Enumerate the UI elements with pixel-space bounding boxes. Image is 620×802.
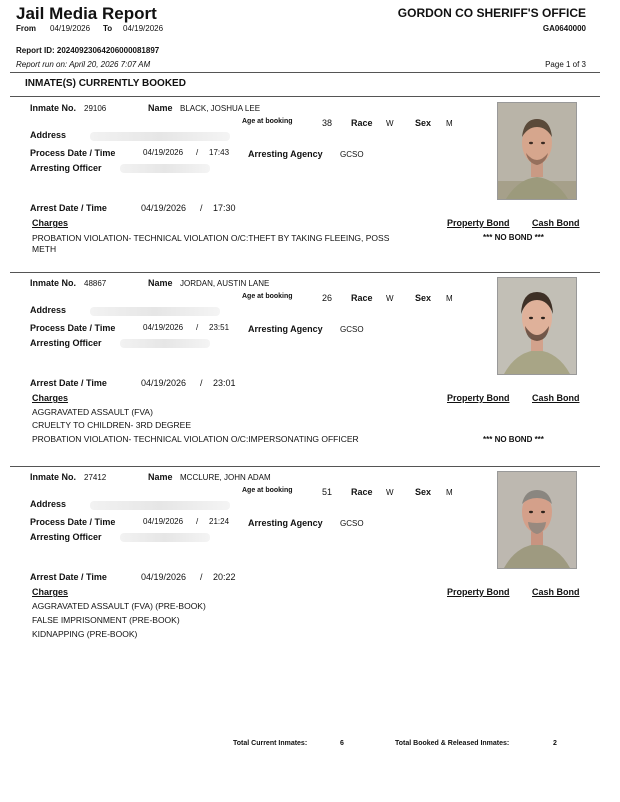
- address-redacted: [90, 501, 230, 510]
- age-value: 51: [322, 487, 333, 497]
- header-divider: [10, 72, 600, 73]
- report-title: Jail Media Report: [16, 4, 157, 23]
- total-current-value: 6: [340, 740, 344, 747]
- total-current-label: Total Current Inmates:: [233, 740, 308, 747]
- address-redacted: [90, 132, 230, 141]
- charge-line: METH: [32, 244, 57, 254]
- name-label: Name: [148, 472, 173, 482]
- agency-ori: GA0640000: [542, 24, 586, 33]
- total-booked-label: Total Booked & Released Inmates:: [395, 740, 510, 747]
- charge-line: CRUELTY TO CHILDREN- 3RD DEGREE: [32, 420, 192, 430]
- name-value: JORDAN, AUSTIN LANE: [180, 279, 270, 288]
- bond-note: *** NO BOND ***: [483, 435, 544, 444]
- to-label: To: [103, 24, 113, 33]
- inmate-no-label: Inmate No.: [30, 472, 77, 482]
- arresting-agency-value: GCSO: [340, 519, 364, 528]
- slash: /: [196, 517, 199, 526]
- total-booked-value: 2: [553, 740, 557, 747]
- inmate-no-value: 27412: [84, 473, 107, 482]
- from-date: 04/19/2026: [50, 24, 91, 33]
- charge-line: AGGRAVATED ASSAULT (FVA) (PRE-BOOK): [32, 601, 206, 611]
- arresting-agency-value: GCSO: [340, 150, 364, 159]
- process-date-value: 04/19/2026: [143, 517, 184, 526]
- charge-line: PROBATION VIOLATION- TECHNICAL VIOLATION O/C:THEFT BY TAKING FLEEING, POSS: [32, 233, 390, 243]
- slash: /: [200, 203, 203, 213]
- property-bond-label: Property Bond: [447, 218, 510, 228]
- arresting-agency-label: Arresting Agency: [248, 518, 323, 528]
- race-value: W: [386, 488, 394, 497]
- record-divider: [10, 466, 600, 467]
- officer-redacted: [120, 533, 210, 542]
- arrest-time-value: 23:01: [213, 378, 236, 388]
- age-value: 38: [322, 118, 333, 128]
- section-divider: [10, 96, 600, 97]
- slash: /: [196, 323, 199, 332]
- address-label: Address: [30, 130, 67, 140]
- to-date: 04/19/2026: [123, 24, 164, 33]
- race-value: W: [386, 294, 394, 303]
- inmate-no-label: Inmate No.: [30, 103, 77, 113]
- name-value: BLACK, JOSHUA LEE: [180, 104, 261, 113]
- arresting-officer-label: Arresting Officer: [30, 163, 102, 173]
- inmate-no-value: 48867: [84, 279, 107, 288]
- inmate-no-label: Inmate No.: [30, 278, 77, 288]
- age-value: 26: [322, 293, 333, 303]
- arrest-date-label: Arrest Date / Time: [30, 378, 107, 388]
- mugshot-photo: [497, 277, 577, 375]
- address-label: Address: [30, 499, 67, 509]
- arrest-time-value: 17:30: [213, 203, 236, 213]
- arresting-agency-value: GCSO: [340, 325, 364, 334]
- age-label: Age at booking: [242, 487, 293, 494]
- arresting-officer-label: Arresting Officer: [30, 338, 102, 348]
- process-time-value: 21:24: [209, 517, 230, 526]
- record-divider: [10, 272, 600, 273]
- property-bond-label: Property Bond: [447, 393, 510, 403]
- bond-note: *** NO BOND ***: [483, 233, 544, 242]
- cash-bond-label: Cash Bond: [532, 587, 580, 597]
- process-date-label: Process Date / Time: [30, 517, 116, 527]
- age-label: Age at booking: [242, 293, 293, 300]
- arrest-date-value: 04/19/2026: [141, 203, 187, 213]
- mugshot-photo: [497, 102, 577, 200]
- process-date-value: 04/19/2026: [143, 323, 184, 332]
- race-label: Race: [351, 118, 373, 128]
- from-label: From: [16, 24, 36, 33]
- page-number: Page 1 of 3: [545, 60, 586, 69]
- officer-redacted: [120, 339, 210, 348]
- sex-value: M: [446, 488, 453, 497]
- charge-line: PROBATION VIOLATION- TECHNICAL VIOLATION O/C:IMPERSONATING OFFICER: [32, 434, 359, 444]
- agency-name: GORDON CO SHERIFF'S OFFICE: [397, 6, 586, 20]
- process-time-value: 23:51: [209, 323, 230, 332]
- arresting-agency-label: Arresting Agency: [248, 149, 323, 159]
- sex-label: Sex: [415, 293, 432, 303]
- process-date-label: Process Date / Time: [30, 323, 116, 333]
- address-label: Address: [30, 305, 67, 315]
- charge-line: AGGRAVATED ASSAULT (FVA): [32, 407, 153, 417]
- report-run-on: Report run on: April 20, 2026 7:07 AM: [16, 60, 151, 69]
- cash-bond-label: Cash Bond: [532, 218, 580, 228]
- sex-value: M: [446, 294, 453, 303]
- sex-label: Sex: [415, 118, 432, 128]
- charge-line: KIDNAPPING (PRE-BOOK): [32, 629, 138, 639]
- section-title: INMATE(S) CURRENTLY BOOKED: [25, 78, 186, 89]
- property-bond-label: Property Bond: [447, 587, 510, 597]
- slash: /: [196, 148, 199, 157]
- race-value: W: [386, 119, 394, 128]
- race-label: Race: [351, 487, 373, 497]
- charges-label: Charges: [32, 587, 69, 597]
- arrest-time-value: 20:22: [213, 572, 236, 582]
- process-time-value: 17:43: [209, 148, 230, 157]
- arrest-date-label: Arrest Date / Time: [30, 203, 107, 213]
- age-label: Age at booking: [242, 118, 293, 125]
- name-label: Name: [148, 278, 173, 288]
- charges-label: Charges: [32, 218, 69, 228]
- name-label: Name: [148, 103, 173, 113]
- slash: /: [200, 572, 203, 582]
- slash: /: [200, 378, 203, 388]
- name-value: MCCLURE, JOHN ADAM: [180, 473, 271, 482]
- mugshot-photo: [497, 471, 577, 569]
- inmate-no-value: 29106: [84, 104, 107, 113]
- arrest-date-label: Arrest Date / Time: [30, 572, 107, 582]
- arresting-agency-label: Arresting Agency: [248, 324, 323, 334]
- arrest-date-value: 04/19/2026: [141, 572, 187, 582]
- cash-bond-label: Cash Bond: [532, 393, 580, 403]
- address-redacted: [90, 307, 220, 316]
- officer-redacted: [120, 164, 210, 173]
- race-label: Race: [351, 293, 373, 303]
- sex-label: Sex: [415, 487, 432, 497]
- report-id: Report ID: 20240923064206000081897: [16, 46, 160, 55]
- arresting-officer-label: Arresting Officer: [30, 532, 102, 542]
- process-date-value: 04/19/2026: [143, 148, 184, 157]
- arrest-date-value: 04/19/2026: [141, 378, 187, 388]
- charge-line: FALSE IMPRISONMENT (PRE-BOOK): [32, 615, 180, 625]
- process-date-label: Process Date / Time: [30, 148, 116, 158]
- sex-value: M: [446, 119, 453, 128]
- charges-label: Charges: [32, 393, 69, 403]
